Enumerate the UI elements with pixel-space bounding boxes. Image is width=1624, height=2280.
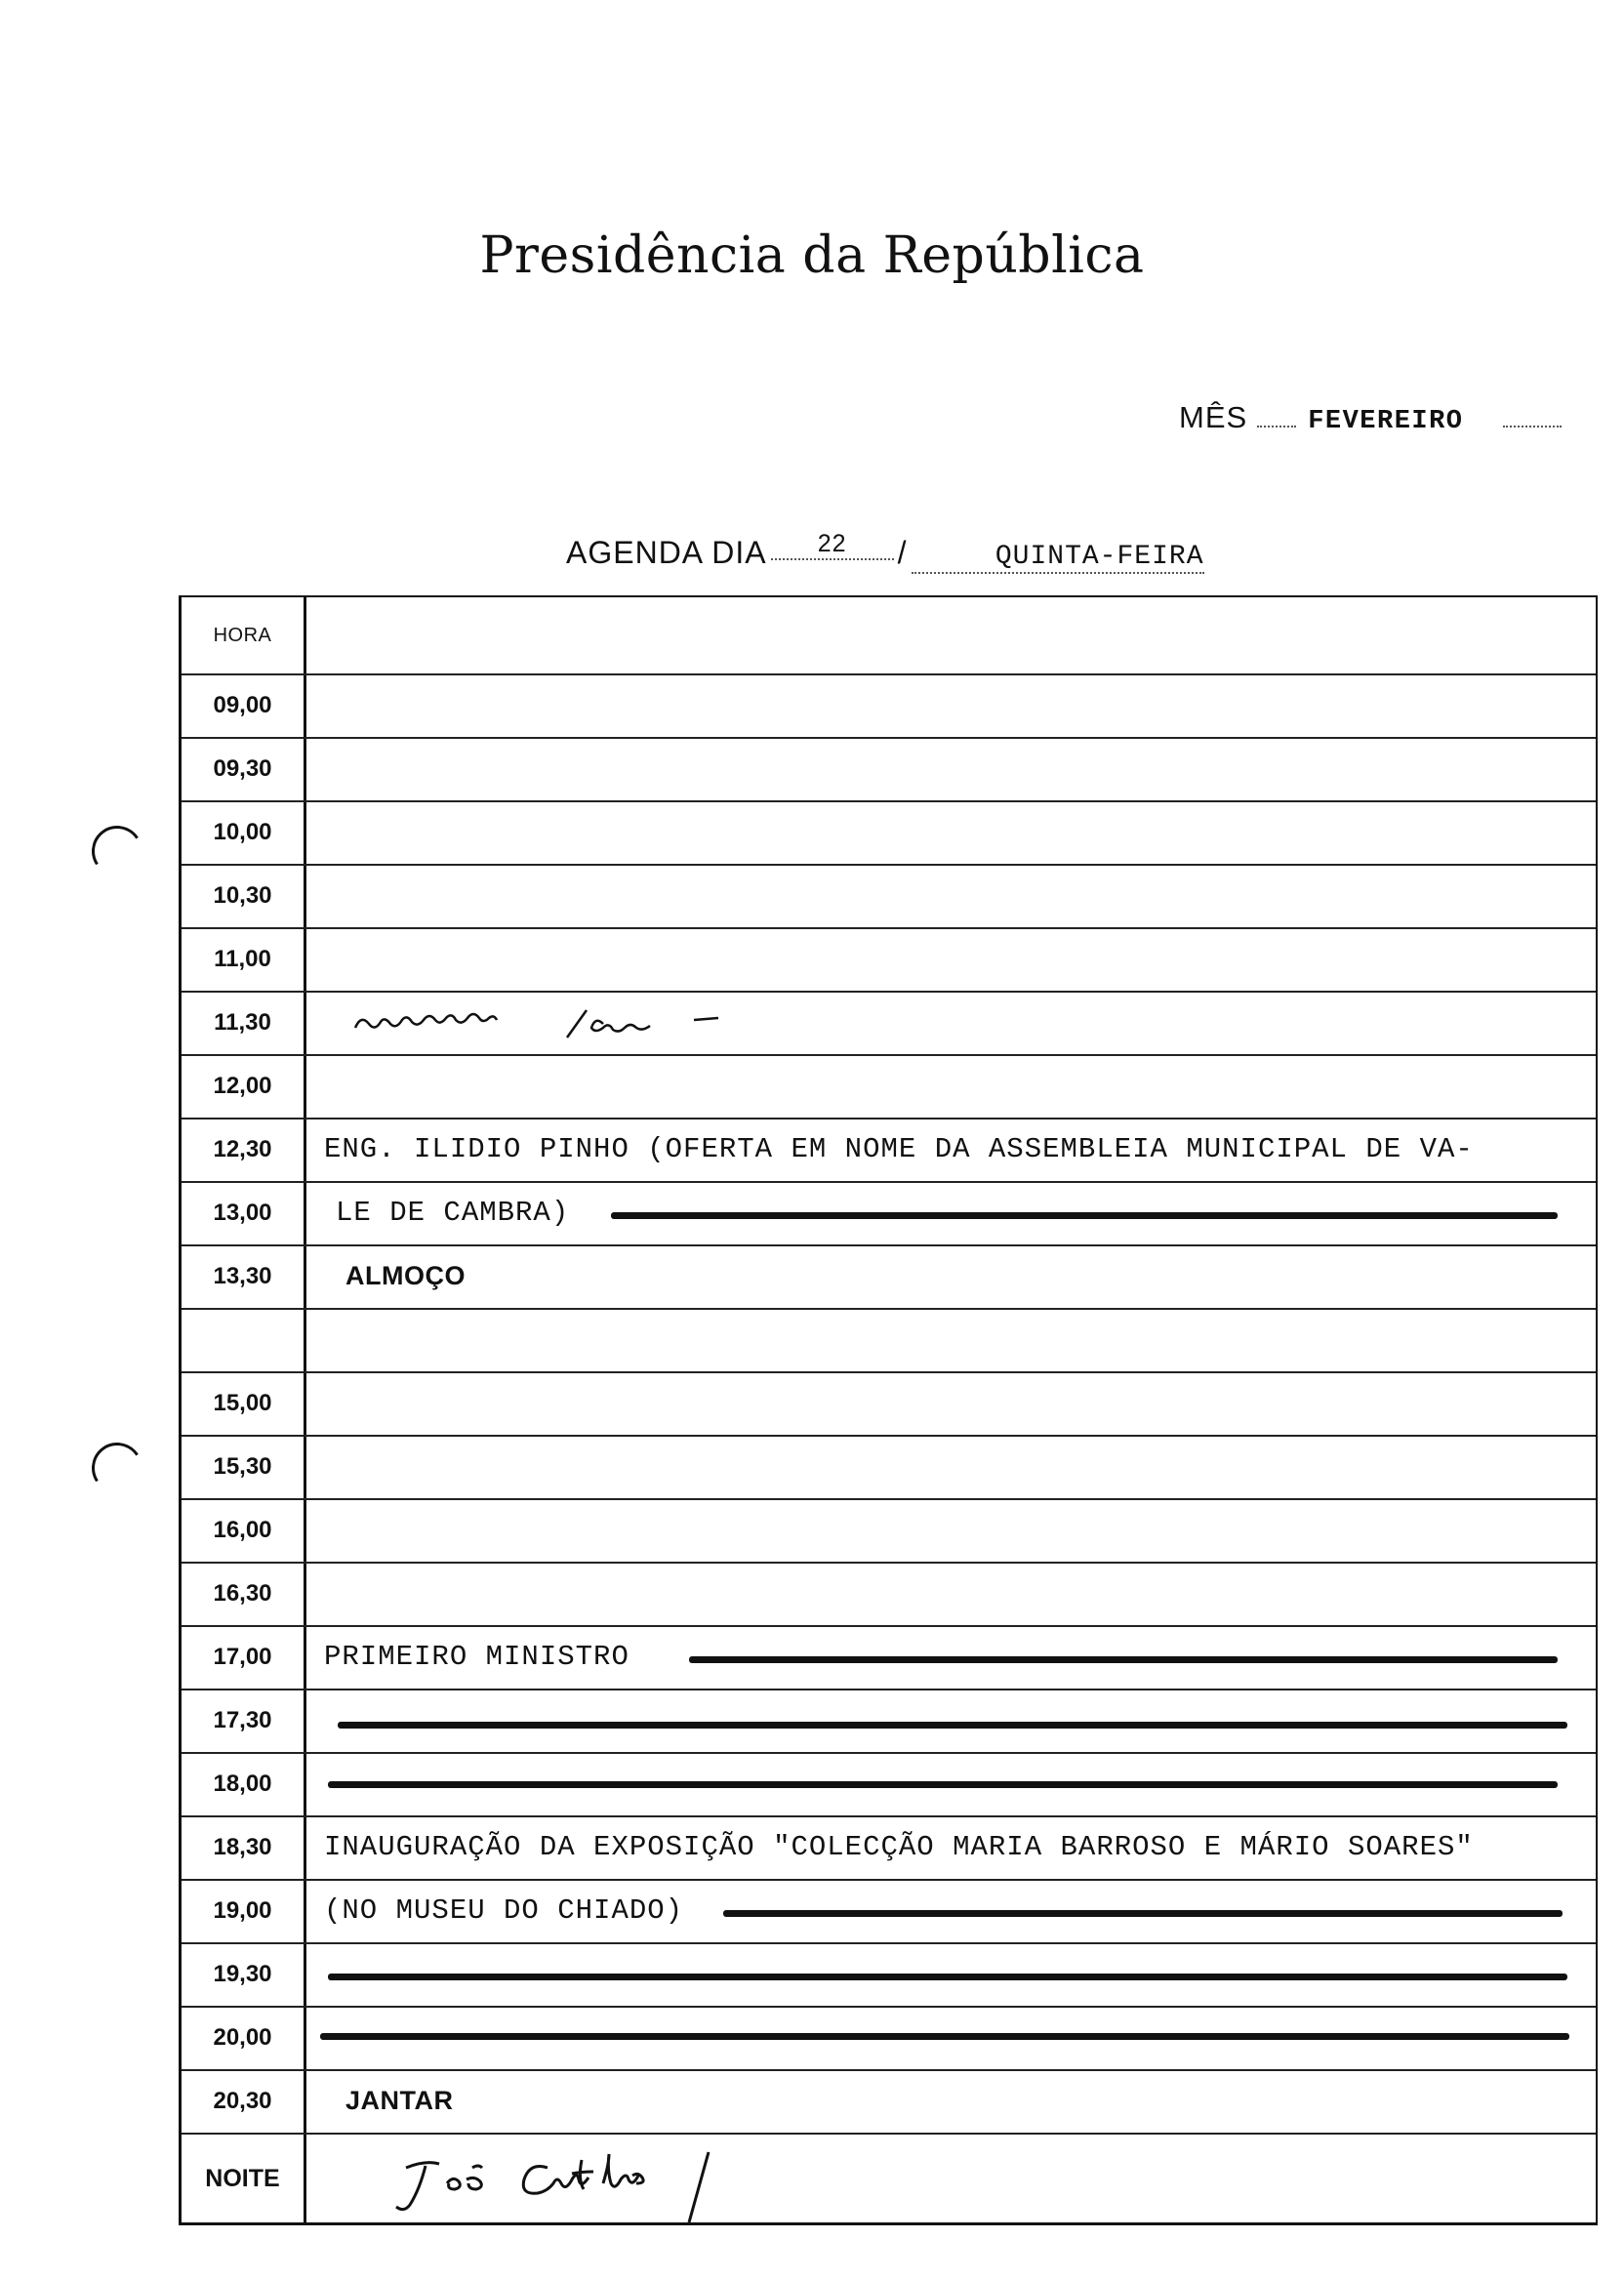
table-row — [182, 1815, 1596, 1881]
strike-line — [723, 1910, 1563, 1917]
entry-text: JANTAR — [345, 2086, 454, 2115]
strike-line — [328, 1974, 1567, 1980]
hour-cell: 12,00 — [213, 1073, 272, 1099]
hour-cell: 11,00 — [214, 946, 271, 972]
agenda-label: AGENDA DIA — [566, 535, 767, 570]
handwritten-signature — [377, 2140, 884, 2228]
table-row — [182, 2133, 1596, 2225]
hour-cell: 09,00 — [213, 692, 272, 718]
entry-text: ENG. ILIDIO PINHO (OFERTA EM NOME DA ASSEMBLEIA MUNICIPAL DE VA- — [324, 1133, 1474, 1165]
table-row — [182, 1181, 1596, 1246]
table-row — [182, 1625, 1596, 1690]
hour-cell: 12,30 — [213, 1136, 272, 1162]
hour-cell: 16,00 — [213, 1517, 272, 1543]
hour-cell: 13,00 — [213, 1200, 272, 1226]
hour-cell — [182, 1308, 304, 1371]
hour-cell: 10,30 — [213, 882, 272, 909]
table-row — [182, 1879, 1596, 1944]
weekday-value: QUINTA-FEIRA — [912, 542, 1204, 574]
strike-line — [328, 1781, 1558, 1788]
entry-text: ALMOÇO — [345, 1261, 466, 1290]
page-title: Presidência da República — [479, 226, 1145, 285]
punch-hole-mark — [87, 1438, 147, 1498]
table-row — [182, 1498, 1596, 1564]
entry-text: INAUGURAÇÃO DA EXPOSIÇÃO "COLECÇÃO MARIA BARROSO E MÁRIO SOARES" — [324, 1831, 1474, 1863]
table-header-row — [182, 597, 1596, 675]
entry-text: PRIMEIRO MINISTRO — [324, 1641, 629, 1673]
table-row — [182, 2006, 1596, 2071]
table-row — [182, 1054, 1596, 1120]
strike-line — [338, 1722, 1567, 1729]
table-row — [182, 800, 1596, 866]
table-row — [182, 2069, 1596, 2135]
punch-hole-mark — [87, 821, 147, 881]
hour-cell: 20,00 — [213, 2024, 272, 2051]
month-label: MÊS — [1179, 400, 1248, 434]
hour-cell: 18,00 — [213, 1771, 272, 1797]
month-value: FEVEREIRO — [1308, 407, 1464, 436]
hour-cell: 09,30 — [213, 755, 272, 782]
dotted-leader — [1257, 406, 1296, 428]
hour-cell: 18,30 — [213, 1834, 272, 1860]
hour-cell: 15,30 — [213, 1453, 272, 1480]
table-row — [182, 1308, 1596, 1373]
table-row — [182, 673, 1596, 739]
hour-cell: 15,00 — [213, 1390, 272, 1416]
entry-text: LE DE CAMBRA) — [336, 1197, 570, 1229]
date-separator: / — [897, 535, 908, 570]
hour-cell: 20,30 — [213, 2088, 272, 2114]
dotted-leader — [1503, 406, 1562, 428]
table-row — [182, 1435, 1596, 1500]
entry-text: (NO MUSEU DO CHIADO) — [324, 1894, 684, 1927]
table-row — [182, 1244, 1596, 1310]
hour-cell: 17,00 — [213, 1644, 272, 1670]
hora-header: HORA — [213, 625, 272, 646]
table-row — [182, 1752, 1596, 1817]
hour-cell: 16,30 — [213, 1580, 272, 1607]
hour-cell: 10,00 — [213, 819, 272, 845]
table-row — [182, 1371, 1596, 1437]
table-row — [182, 864, 1596, 929]
table-row — [182, 927, 1596, 993]
hour-cell: 19,00 — [213, 1897, 272, 1924]
table-row — [182, 991, 1596, 1056]
day-value: 22 — [771, 530, 894, 560]
hour-cell: 13,30 — [213, 1263, 272, 1289]
hour-cell: 17,30 — [213, 1707, 272, 1733]
table-row — [182, 1689, 1596, 1754]
hour-cell: NOITE — [205, 2165, 280, 2192]
hour-cell: 19,30 — [213, 1961, 272, 1987]
agenda-table — [179, 595, 1598, 2225]
agenda-day-field — [566, 530, 1204, 574]
table-row — [182, 1942, 1596, 2008]
table-row — [182, 737, 1596, 802]
handwritten-note — [347, 998, 796, 1047]
strike-line — [611, 1212, 1558, 1219]
month-field — [1179, 400, 1562, 436]
table-row — [182, 1118, 1596, 1183]
strike-line — [689, 1656, 1558, 1663]
strike-line — [320, 2033, 1569, 2040]
table-row — [182, 1562, 1596, 1627]
hour-cell: 11,30 — [214, 1009, 271, 1036]
